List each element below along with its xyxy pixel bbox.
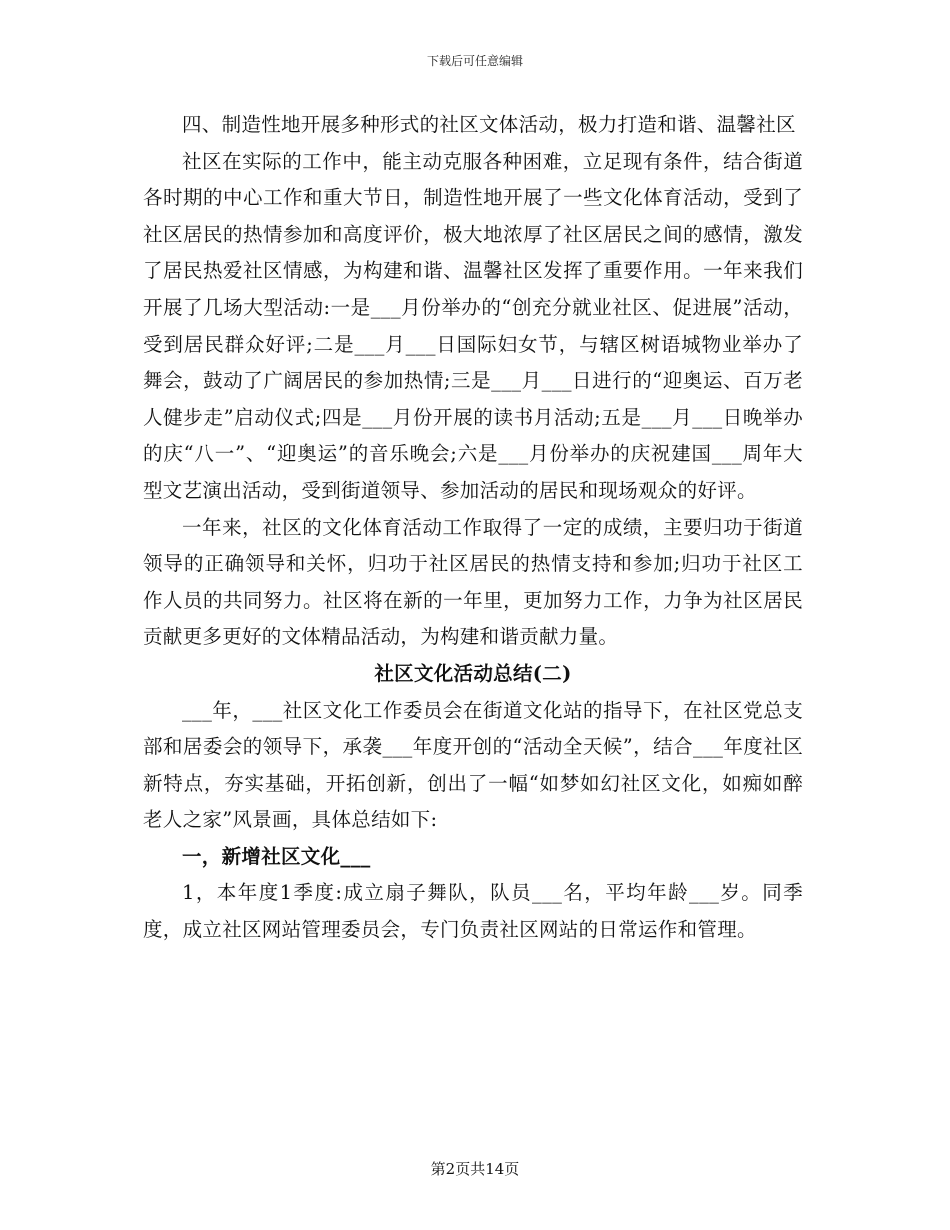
document-body — [143, 107, 803, 949]
page-number: 第2页共14页 — [430, 1160, 520, 1178]
document-title: 社区文化活动总结(二) — [374, 661, 572, 685]
paragraph: 1，本年度1季度:成立扇子舞队，队员___名，平均年龄___岁。同季度，成立社区网站管理委员会，专门负责社区网站的日常运作和管理。 — [143, 881, 803, 942]
paragraph: 一年来，社区的文化体育活动工作取得了一定的成绩，主要归功于街道领导的正确领导和关怀，归功于社区居民的热情支持和参加;归功于社区工作人员的共同努力。社区将在新的一年里，更加努力工作，力争为社区居民贡献更多更好的文体精品活动，为构建和谐贡献力量。 — [143, 515, 803, 649]
paragraph: ___年，___社区文化工作委员会在街道文化站的指导下，在社区党总支部和居委会的领导下，承袭___年度开创的“活动全天候”，结合___年度社区新特点，夯实基础，开拓创新，创出了一幅“如梦如幻社区文化，如痴如醉老人之家”风景画，具体总结如下: — [143, 698, 803, 832]
header-note: 下载后可任意编辑 — [426, 54, 523, 68]
sub-heading: 一，新增社区文化___ — [182, 844, 371, 868]
section-heading: 四、制造性地开展多种形式的社区文体活动，极力打造和谐、温馨社区 — [182, 113, 796, 136]
paragraph: 社区在实际的工作中，能主动克服各种困难，立足现有条件，结合街道各时期的中心工作和重大节日，制造性地开展了一些文化体育活动，受到了社区居民的热情参加和高度评价，极大地浓厚了社区居民之间的感情，激发了居民热爱社区情感，为构建和谐、温馨社区发挥了重要作用。一年来我们开展了几场大型活动:一是___月份举办的“创充分就业社区、促进展”活动，受到居民群众好评;二是___月___日国际妇女节，与辖区树语城物业举办了舞会，鼓动了广阔居民的参加热情;三是___月___日进行的“迎奥运、百万老人健步走”启动仪式;四是___月份开展的读书月活动;五是___月___日晚举办的庆“八一”、“迎奥运”的音乐晚会;六是___月份举办的庆祝建国___周年大型文艺演出活动，受到街道领导、参加活动的居民和现场观众的好评。 — [143, 149, 803, 502]
